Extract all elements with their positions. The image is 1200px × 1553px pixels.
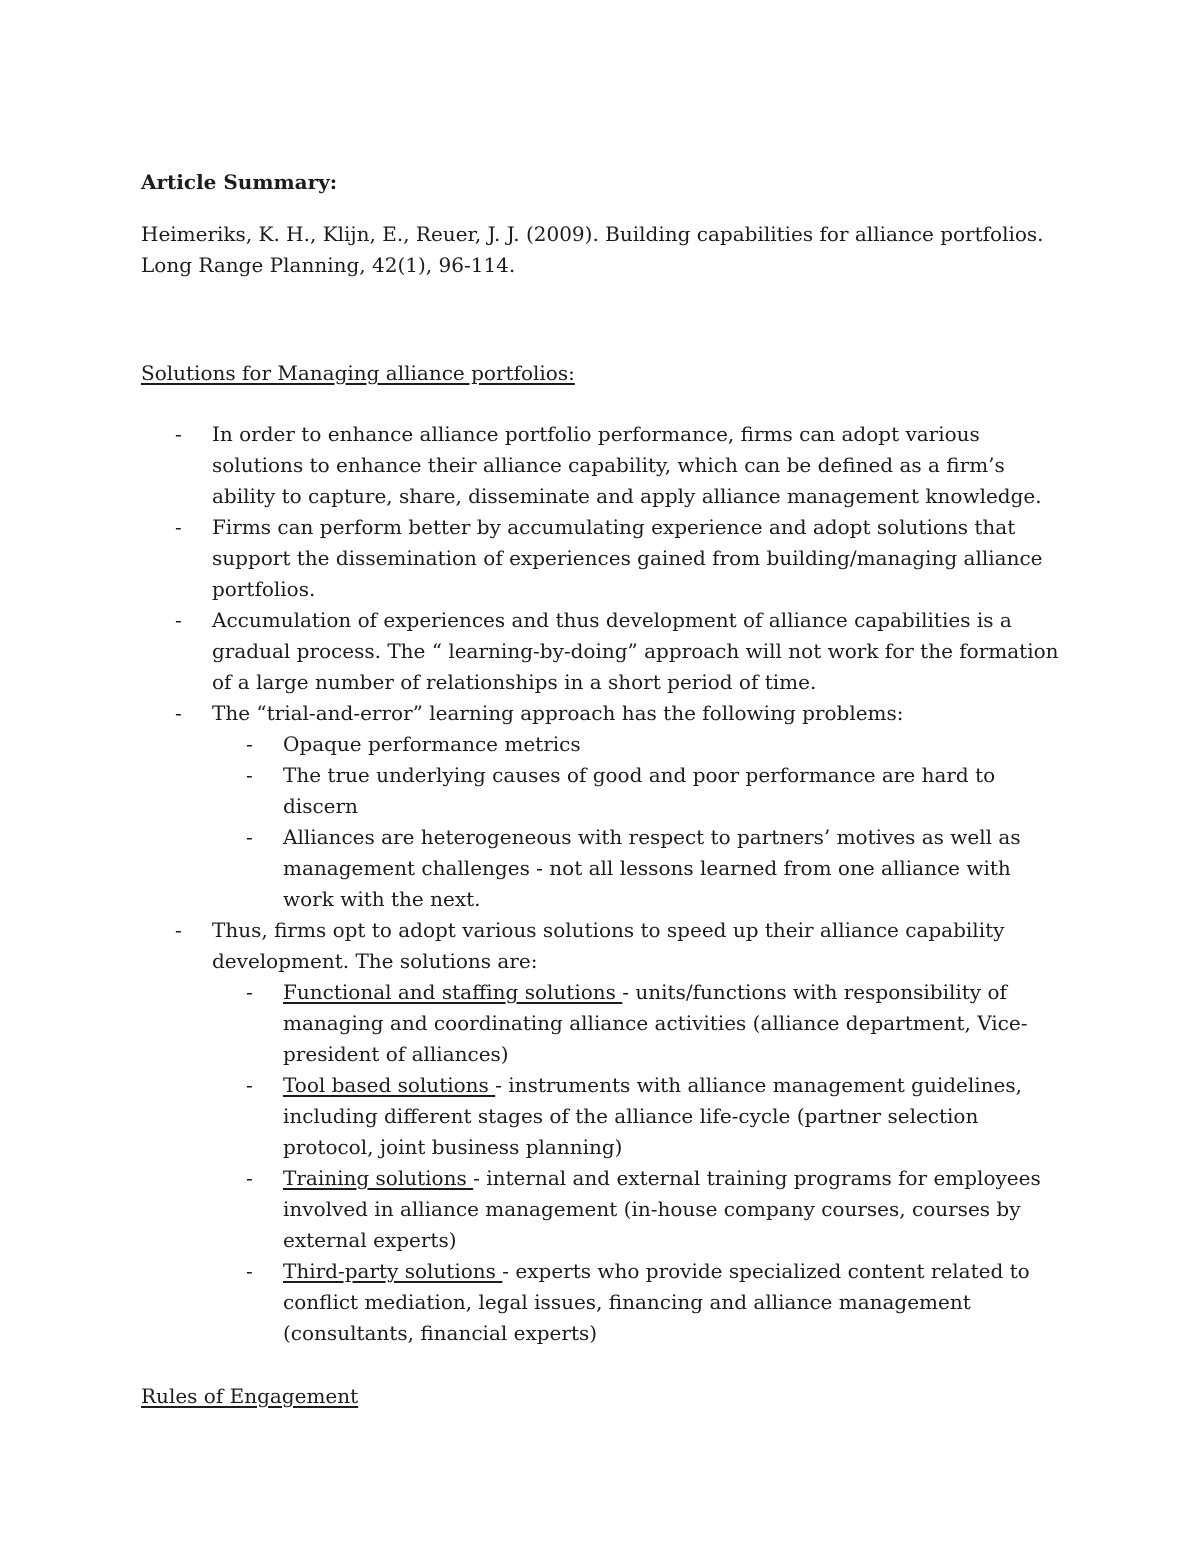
sublist-item bbox=[212, 729, 1060, 760]
list-item-text: Thus, firms opt to adopt various solutions to speed up their alliance capability development. The solutions are: bbox=[212, 918, 1005, 973]
list-item bbox=[141, 512, 1060, 605]
solution-description: - experts who provide specialized content related to conflict mediation, legal issues, financing and alliance management (consultants, financial experts) bbox=[283, 1259, 1030, 1345]
problems-sublist bbox=[212, 729, 1060, 915]
solutions-sublist bbox=[212, 977, 1060, 1349]
section-heading-rules: Rules of Engagement bbox=[141, 1384, 359, 1408]
sublist-item bbox=[212, 760, 1060, 822]
sublist-item bbox=[212, 1256, 1060, 1349]
citation: Heimeriks, K. H., Klijn, E., Reuer, J. J. (2009). Building capabilities for alliance portfolios. Long Range Planning, 42(1), 96-114. bbox=[141, 222, 1044, 277]
document-title: Article Summary: bbox=[141, 170, 338, 194]
bullet-dash: - bbox=[175, 701, 182, 725]
list-item-text: Accumulation of experiences and thus development of alliance capabilities is a gradual process. The “ learning-by-doing” approach will not work for the formation of a large number of relationships in a short period of time. bbox=[212, 608, 1059, 694]
solution-term: Third-party solutions bbox=[283, 1259, 503, 1283]
bullet-dash: - bbox=[246, 1073, 253, 1097]
solution-description: - units/functions with responsibility of managing and coordinating alliance activities (alliance department, Vice-president of alliances) bbox=[283, 980, 1028, 1066]
list-item bbox=[141, 915, 1060, 1349]
bullet-dash: - bbox=[246, 980, 253, 1004]
bullet-dash: - bbox=[246, 1166, 253, 1190]
sublist-item bbox=[212, 1070, 1060, 1163]
bullet-dash: - bbox=[246, 732, 253, 756]
solution-description: - instruments with alliance management guidelines, including different stages of the alliance life-cycle (partner selection protocol, joint business planning) bbox=[283, 1073, 1023, 1159]
sublist-item bbox=[212, 977, 1060, 1070]
solution-description: - internal and external training programs for employees involved in alliance management (in-house company courses, courses by external experts) bbox=[283, 1166, 1041, 1252]
sublist-item bbox=[212, 1163, 1060, 1256]
sublist-item-text: The true underlying causes of good and poor performance are hard to discern bbox=[283, 763, 996, 818]
bullet-dash: - bbox=[246, 1259, 253, 1283]
bullet-dash: - bbox=[175, 422, 182, 446]
list-item-text: In order to enhance alliance portfolio performance, firms can adopt various solutions to enhance their alliance capability, which can be defined as a firm’s ability to capture, share, disseminate and apply alliance management knowledge. bbox=[212, 422, 1042, 508]
bullet-dash: - bbox=[175, 918, 182, 942]
solution-term: Tool based solutions bbox=[283, 1073, 496, 1097]
list-item-text: Firms can perform better by accumulating experience and adopt solutions that support the dissemination of experiences gained from building/managing alliance portfolios. bbox=[212, 515, 1043, 601]
list-item bbox=[141, 605, 1060, 698]
list-item bbox=[141, 419, 1060, 512]
list-item-text: The “trial-and-error” learning approach has the following problems: bbox=[212, 701, 904, 725]
bullet-dash: - bbox=[175, 515, 182, 539]
list-item bbox=[141, 698, 1060, 915]
sublist-item-text: Opaque performance metrics bbox=[283, 732, 581, 756]
sublist-item-text: Alliances are heterogeneous with respect to partners’ motives as well as management challenges - not all lessons learned from one alliance with work with the next. bbox=[283, 825, 1021, 911]
sublist-item bbox=[212, 822, 1060, 915]
section-heading-solutions: Solutions for Managing alliance portfolios: bbox=[141, 361, 575, 385]
bullet-dash: - bbox=[246, 763, 253, 787]
solution-term: Training solutions bbox=[283, 1166, 474, 1190]
bullet-dash: - bbox=[175, 608, 182, 632]
solutions-bullet-list bbox=[141, 419, 1060, 1349]
bullet-dash: - bbox=[246, 825, 253, 849]
solution-term: Functional and staffing solutions bbox=[283, 980, 623, 1004]
